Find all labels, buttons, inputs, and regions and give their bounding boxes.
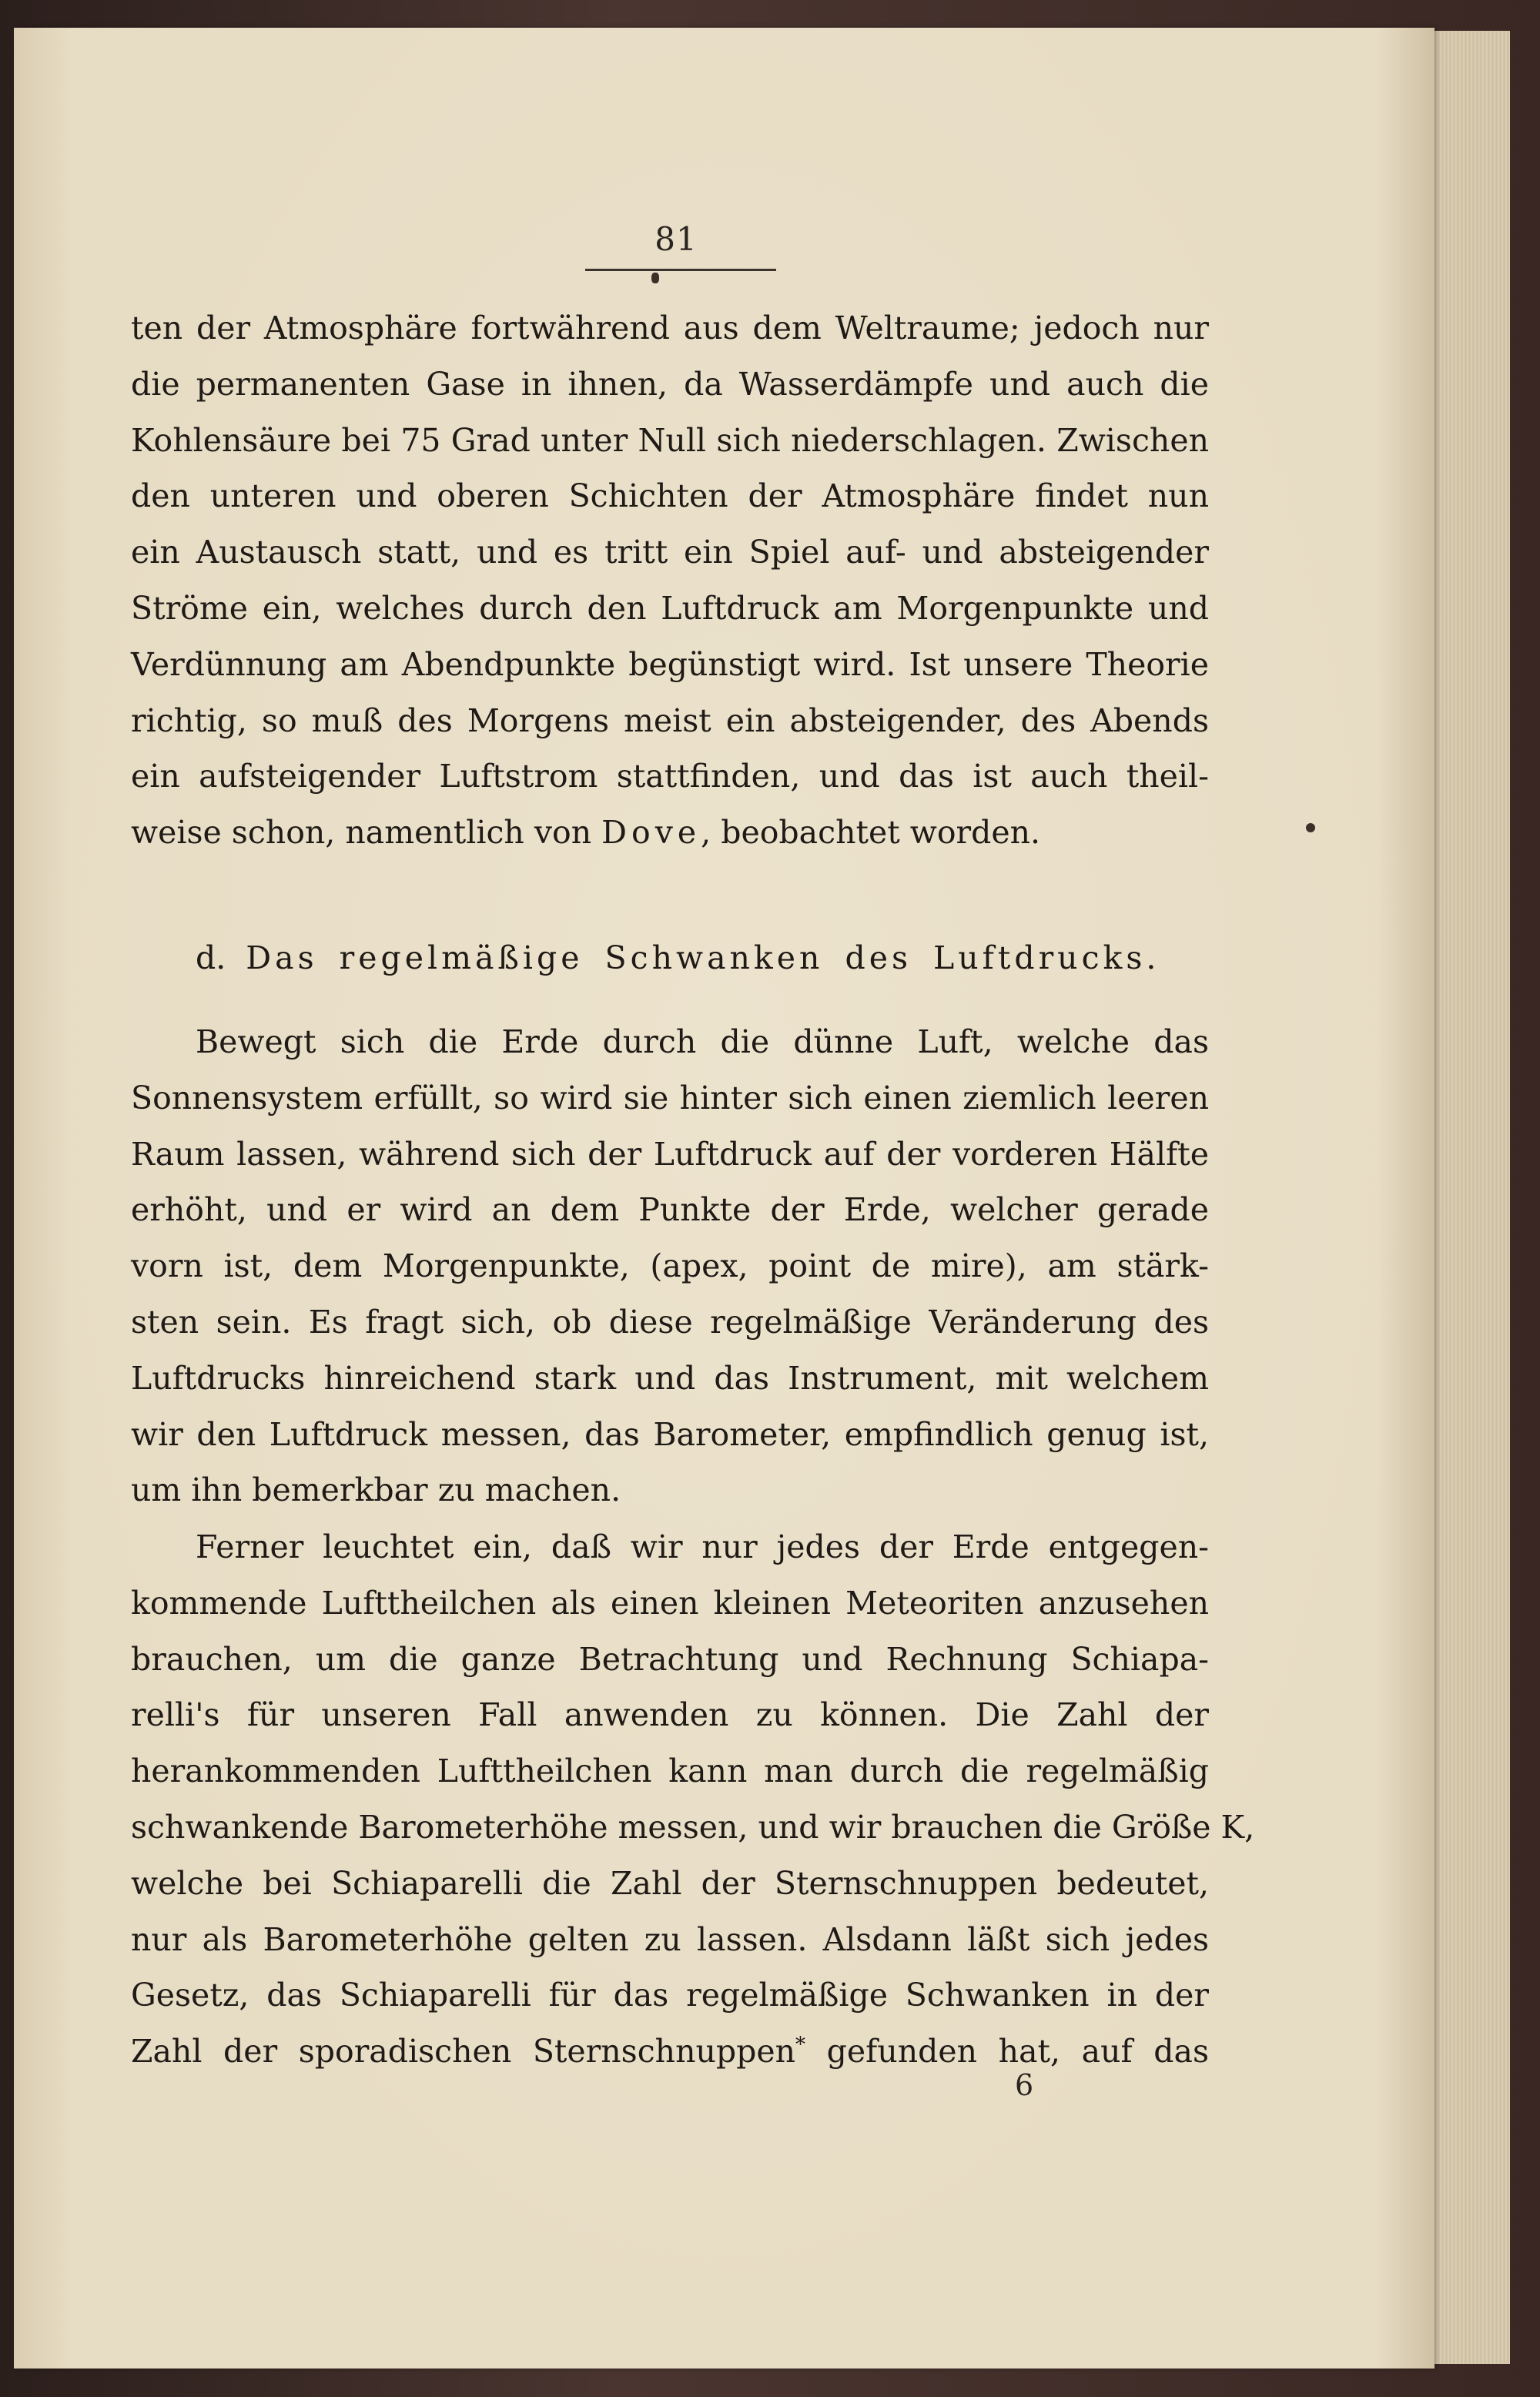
paragraph-3: [131, 1519, 1255, 2080]
text-line: Raum lassen, während sich der Luftdruck auf der vorderen Hälfte: [131, 1135, 1209, 1173]
section-heading: [131, 930, 1209, 986]
text-line: sten sein. Es fragt sich, ob diese regelmäßige Veränderung des: [131, 1303, 1209, 1341]
text-fragment: gefunden hat, auf das: [805, 2033, 1209, 2071]
section-heading-line: [131, 930, 1209, 986]
text-line: kommende Lufttheilchen als einen kleinen Meteoriten anzusehen: [131, 1584, 1209, 1622]
text-line: herankommenden Lufttheilchen kann man durch die regelmäßig: [131, 1753, 1209, 1790]
text-line: Kohlensäure bei 75 Grad unter Null sich niederschlagen. Zwischen: [131, 421, 1209, 459]
text-fragment: weise schon, namentlich von: [131, 814, 592, 852]
text-line: Ferner leuchtet ein, daß wir nur jedes der Erde entgegen-: [196, 1528, 1209, 1565]
author-name-spaced: Dove: [601, 814, 701, 852]
header-rule: [585, 269, 776, 271]
text-line: relli's für unseren Fall anwenden zu können. Die Zahl der: [131, 1696, 1209, 1734]
text-line: Luftdrucks hinreichend stark und das Instrument, mit welchem: [131, 1359, 1209, 1397]
text-line: nur als Barometerhöhe gelten zu lassen. Alsdann läßt sich jedes: [131, 1920, 1209, 1958]
text-line: richtig, so muß des Morgens meist ein absteigender, des Abends: [131, 701, 1209, 739]
paragraph-1: [131, 300, 1209, 861]
text-line: ein Austausch statt, und es tritt ein Spiel auf- und absteigender: [131, 534, 1209, 571]
text-line: Sonnensystem erfüllt, so wird sie hinter sich einen ziemlich leeren: [131, 1079, 1209, 1116]
text-fragment: Zahl der sporadischen Sternschnuppen: [131, 2033, 796, 2071]
text-line: um ihn bemerkbar zu machen.: [131, 1471, 621, 1509]
paragraph-2: [131, 1014, 1209, 1518]
text-line: den unteren und oberen Schichten der Atmosphäre findet nun: [131, 477, 1209, 515]
footnote-mark: *: [795, 2033, 806, 2057]
signature-mark: 6: [1015, 2068, 1034, 2102]
page-number: 81: [654, 220, 698, 258]
text-line: [131, 805, 1209, 861]
text-line: Verdünnung am Abendpunkte begünstigt wird. Ist unsere Theorie: [131, 645, 1209, 683]
text-line: brauchen, um die ganze Betrachtung und Rechnung Schiapa-: [131, 1640, 1209, 1678]
text-line: wir den Luftdruck messen, das Barometer, empfindlich genug ist,: [131, 1415, 1209, 1453]
text-line: [131, 2024, 1209, 2080]
text-line: Bewegt sich die Erde durch die dünne Luft, welche das: [196, 1023, 1209, 1060]
ink-speck: [1306, 823, 1315, 832]
text-fragment: , beobachtet worden.: [701, 814, 1041, 852]
text-line: ten der Atmosphäre fortwährend aus dem Weltraume; jedoch nur: [131, 310, 1209, 346]
book-page: [14, 28, 1435, 2369]
ink-speck: [651, 273, 659, 283]
text-line: schwankende Barometerhöhe messen, und wir brauchen die Größe K,: [131, 1808, 1255, 1846]
text-line: die permanenten Gase in ihnen, da Wasserdämpfe und auch die: [131, 365, 1209, 403]
text-line: welche bei Schiaparelli die Zahl der Sternschnuppen bedeutet,: [131, 1864, 1209, 1902]
section-label: d.: [196, 939, 226, 976]
text-line: erhöht, und er wird an dem Punkte der Erde, welcher gerade: [131, 1191, 1209, 1229]
text-line: Ströme ein, welches durch den Luftdruck am Morgenpunkte und: [131, 589, 1209, 627]
section-title: Das regelmäßige Schwanken des Luftdrucks.: [246, 939, 1160, 976]
text-line: Gesetz, das Schiaparelli für das regelmäßige Schwanken in der: [131, 1977, 1209, 2014]
text-line: vorn ist, dem Morgenpunkte, (apex, point de mire), am stärk-: [131, 1247, 1209, 1285]
text-line: ein aufsteigender Luftstrom stattfinden, und das ist auch theil-: [131, 758, 1209, 795]
